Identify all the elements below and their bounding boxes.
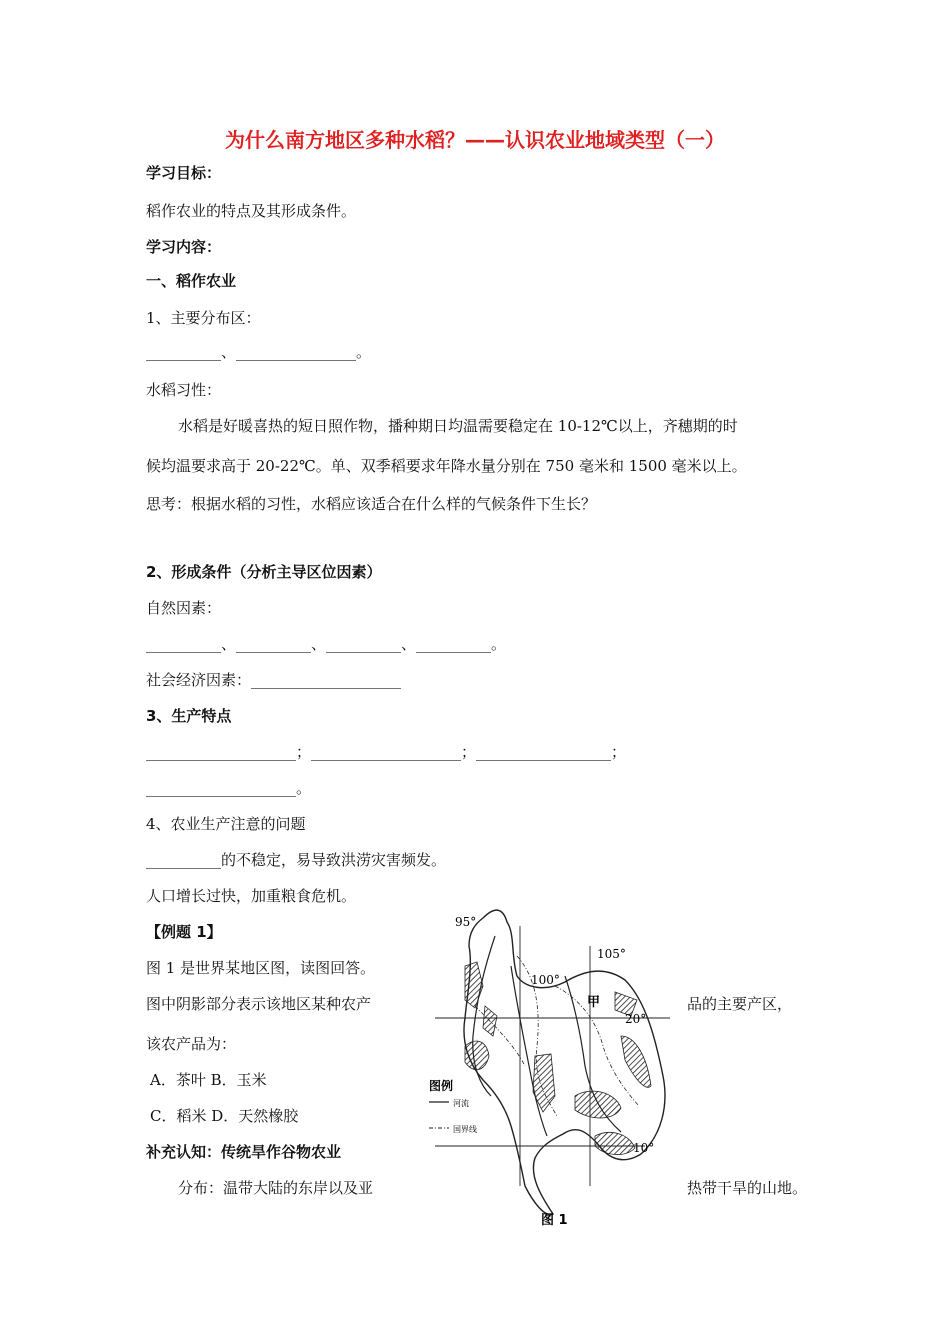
example-heading: 【例题 1】 [146, 923, 222, 941]
problem-1: __________的不稳定，易导致洪涝灾害频发。 [146, 851, 447, 869]
example-line-3: 该农产品为： [146, 1035, 237, 1053]
options-cd: C．稻米 D．天然橡胶 [150, 1107, 299, 1125]
example-line-2b: 品的主要产区， [687, 995, 793, 1013]
shaded-regions [465, 962, 651, 1155]
lat-20-label: 20° [625, 1012, 647, 1026]
example-line-1: 图 1 是世界某地区图，读图回答。 [146, 959, 376, 977]
lon-105-label: 105° [597, 947, 626, 961]
blank-line-1: __________、________________。 [146, 343, 372, 361]
options-ab: A．茶叶 B．玉米 [150, 1071, 267, 1089]
map-svg [425, 896, 685, 1231]
lon-95-label: 95° [455, 915, 477, 929]
natural-factors: 自然因素： [146, 599, 222, 617]
goal-heading: 学习目标： [146, 164, 222, 182]
item-2: 2、形成条件（分析主导区位因素） [146, 563, 382, 581]
item-3: 3、生产特点 [146, 707, 232, 725]
distribution-a: 分布：温带大陆的东岸以及亚 [178, 1179, 374, 1197]
think-question: 思考：根据水稻的习性，水稻应该适合在什么样的气候条件下生长？ [146, 495, 597, 513]
distribution-b: 热带干旱的山地。 [687, 1179, 808, 1197]
jia-label: 甲 [587, 995, 601, 1010]
blank-line-2: __________、__________、__________、__________。 [146, 635, 507, 653]
legend-river-label: 河流 [453, 1099, 469, 1108]
legend-border-label: 国界线 [453, 1125, 477, 1134]
social-factors: 社会经济因素：____________________ [146, 671, 402, 689]
habit-heading: 水稻习性： [146, 381, 222, 399]
example-line-2a: 图中阴影部分表示该地区某种农产 [146, 995, 372, 1013]
figure-caption: 图 1 [541, 1213, 568, 1228]
supplement-heading: 补充认知：传统旱作谷物农业 [146, 1143, 342, 1161]
habit-paragraph-1: 水稻是好暖喜热的短日照作物，播种期日均温需要稳定在 10-12℃以上，齐穗期的时 [178, 417, 738, 435]
goal-text: 稻作农业的特点及其形成条件。 [146, 202, 357, 220]
section-heading: 一、稻作农业 [146, 272, 237, 290]
problem-2: 人口增长过快，加重粮食危机。 [146, 887, 357, 905]
lon-100-label: 100° [531, 973, 560, 987]
content-heading: 学习内容： [146, 238, 222, 256]
blank-line-3: ____________________；____________________；__________________； [146, 743, 627, 761]
item-4: 4、农业生产注意的问题 [146, 815, 306, 833]
item-1: 1、主要分布区： [146, 309, 261, 327]
blank-line-4: ____________________。 [146, 779, 312, 797]
lat-10-label: 10° [633, 1141, 655, 1155]
habit-paragraph-2: 候均温要求高于 20-22℃。单、双季稻要求年降水量分别在 750 毫米和 1500 毫米以上。 [146, 457, 747, 475]
figure-1-map [425, 896, 685, 1231]
legend-title: 图例 [429, 1079, 454, 1093]
page-title: 为什么南方地区多种水稻？——认识农业地域类型（一） [225, 128, 725, 152]
